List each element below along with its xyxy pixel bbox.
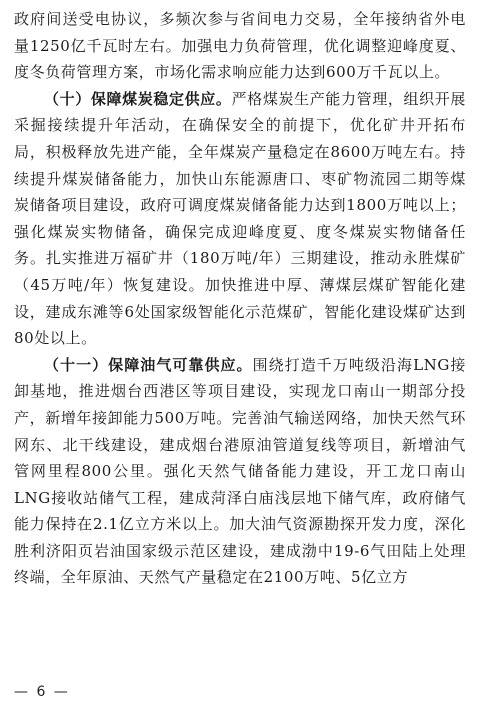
paragraph-oil-gas-supply [14,352,466,591]
paragraph-electricity [14,6,466,86]
paragraph-coal-supply [14,86,466,352]
paragraph-body: 政府间送受电协议，多频次参与省间电力交易，全年接纳省外电量1250亿千瓦时左右。加强电力负荷管理，优化调整迎峰度夏、度冬负荷管理方案，市场化需求响应能力达到600万千瓦以上。 [14,10,466,82]
paragraph-body: 围绕打造千万吨级沿海LNG接卸基地，推进烟台西港区等项目建设，实现龙口南山一期部分投产，新增年接卸能力500万吨。完善油气输送网络，加快天然气环网东、北干线建设，建成烟台港原油管道复线等项目，新增油气管网里程800公里。强化天然气储备能力建设，开工龙口南山LNG接收站储气工程，建成菏泽白庙浅层地下储气库，政府储气能力保持在2.1亿立方米以上。加大油气资源勘探开发力度，深化胜利济阳页岩油国家级示范区建设，建成渤中19-6气田陆上处理终端，全年原油、天然气产量稳定在2100万吨、5亿立方 [14,355,466,587]
section-heading-oil-gas: （十一）保障油气可靠供应。 [44,355,253,374]
document-page [14,6,466,591]
page-number: — 6 — [14,684,70,700]
section-heading-coal: （十）保障煤炭稳定供应。 [44,89,232,108]
paragraph-body: 严格煤炭生产能力管理，组织开展采掘接续提升年活动，在确保安全的前提下，优化矿井开拓布局，积极释放先进产能，全年煤炭产量稳定在8600万吨左右。持续提升煤炭储备能力，加快山东能源唐口、枣矿物流园二期等煤炭储备项目建设，政府可调度煤炭储备能力达到1800万吨以上；强化煤炭实物储备，确保完成迎峰度夏、度冬煤炭实物储备任务。扎实推进万福矿井（180万吨/年）三期建设，推动永胜煤矿（45万吨/年）恢复建设。加快推进中厚、薄煤层煤矿智能化建设，建成东滩等6处国家级智能化示范煤矿，智能化建设煤矿达到80处以上。 [14,89,466,348]
